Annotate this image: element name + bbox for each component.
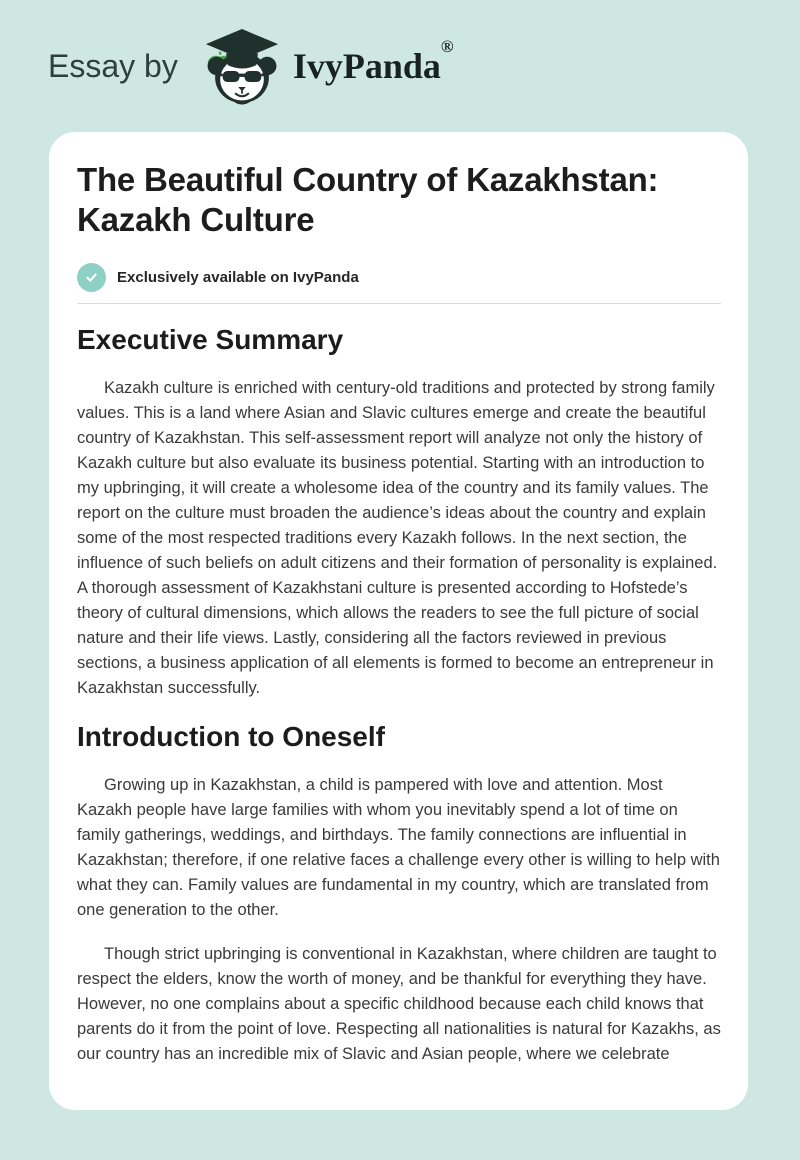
brand-text: IvyPanda — [292, 46, 441, 86]
section-heading-executive-summary: Executive Summary — [77, 323, 344, 355]
paragraph-introduction-2: Though strict upbringing is conventional in Kazakhstan, where children are taught to respect the elders, know the worth of money, and be thankful for everything they have. However, no one complains about a specific childhood because each child knows that parents do it from the point of love. Respecting all nationalities is natural for Kazakhs, as our country has an incredible mix of Slavic and Asian people, where we celebrate — [77, 944, 721, 1063]
paragraph-introduction-1: Growing up in Kazakhstan, a child is pampered with love and attention. Most Kazakh people have large families with whom you inevitably spend a lot of time on family gatherings, weddings, and birthdays. The family connections are influential in Kazakhstan; therefore, if one relative faces a challenge every other is willing to help with what they can. Family values are fundamental in my country, which are translated from one generation to the other. — [77, 775, 720, 919]
exclusive-badge — [77, 263, 721, 292]
ivypanda-panda-logo-icon — [200, 27, 284, 105]
section-heading-introduction-to-oneself: Introduction to Oneself — [77, 720, 385, 752]
site-header — [0, 0, 800, 132]
essay-card — [49, 132, 748, 1110]
essay-by-label: Essay by — [48, 47, 178, 84]
exclusive-label: Exclusively available on IvyPanda — [117, 268, 359, 286]
paragraph-executive-summary: Kazakh culture is enriched with century-old traditions and protected by strong family values. This is a land where Asian and Slavic cultures emerge and create the beautiful country of Kazakhstan. This self-assessment report will analyze not only the history of Kazakh culture but also evaluate its business potential. Starting with an introduction to my upbringing, it will create a wholesome idea of the country and its family values. The report on the culture must broaden the audience’s ideas about the country and explain some of the most respected traditions every Kazakh follows. In the next section, the influence of such beliefs on adult citizens and their formation of personality is explained. A thorough assessment of Kazakhstani culture is presented according to Hofstede’s theory of cultural dimensions, which allows the readers to see the full picture of social nature and their life views. Lastly, considering all the factors reviewed in previous sections, a business application of all elements is formed to become an entrepreneur in Kazakhstan successfully. — [77, 378, 718, 697]
check-icon — [77, 263, 106, 292]
brand-name — [292, 37, 454, 87]
essay-title: The Beautiful Country of Kazakhstan: Kazakh Culture — [77, 161, 659, 238]
registered-trademark-icon: ® — [440, 37, 454, 56]
divider — [77, 303, 721, 304]
